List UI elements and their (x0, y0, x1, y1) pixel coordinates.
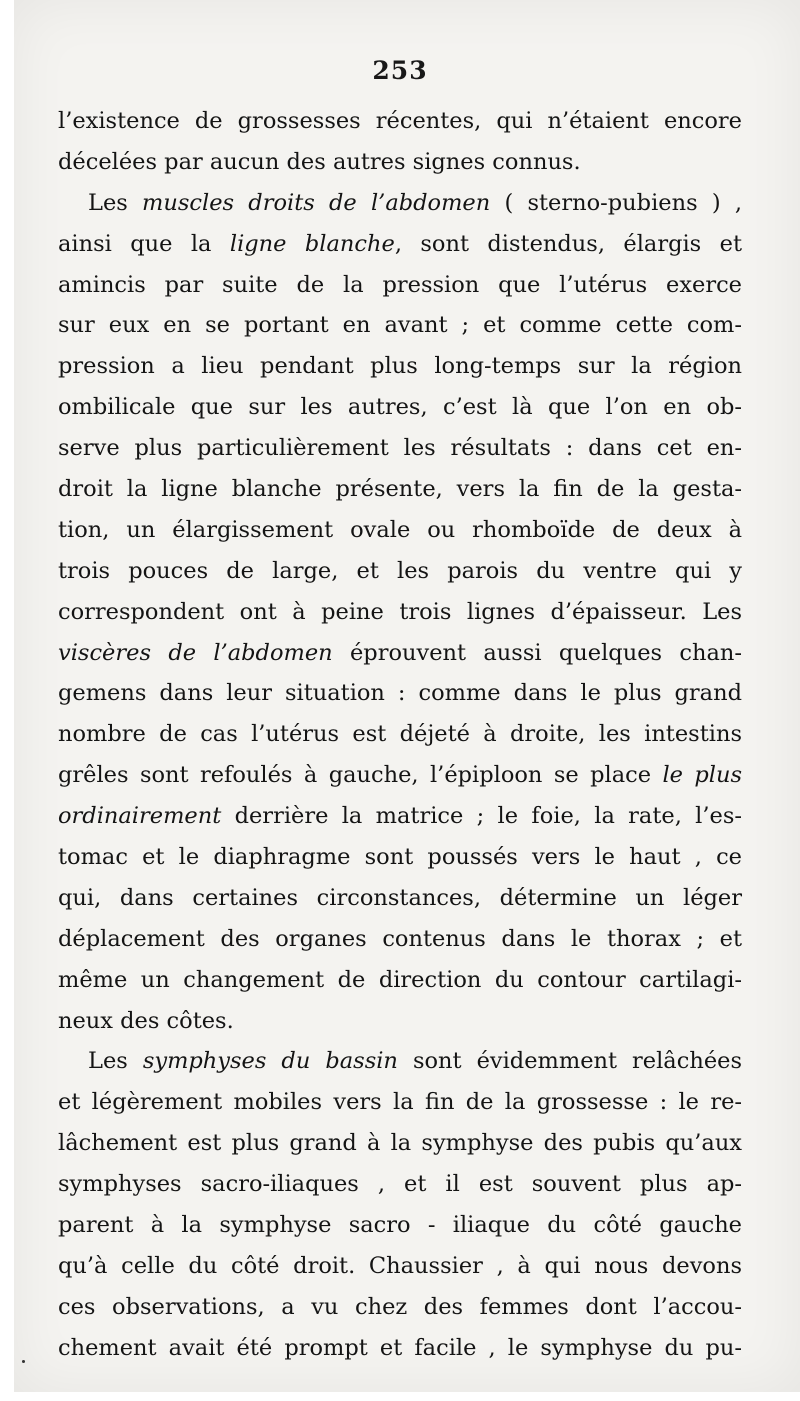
text-run: même un changement de direction du contour cartilagi- (58, 966, 742, 993)
text-run: ces observations, a vu chez des femmes dont l’accou- (58, 1293, 742, 1320)
text-line (58, 1082, 742, 1123)
text-line (58, 1001, 742, 1042)
text-run: ( sterno-pubiens ) , (490, 189, 743, 216)
text-run: derrière la matrice ; le foie, la rate, l’es- (221, 803, 742, 830)
text-run: nombre de cas l’utérus est déjeté à droite, les intestins (58, 721, 742, 748)
text-run: Les (88, 1048, 143, 1075)
page-number: 253 (372, 56, 428, 85)
text-run: amincis par suite de la pression que l’utérus exerce (58, 271, 742, 298)
text-run: droit la ligne blanche présente, vers la fin de la gesta- (58, 476, 742, 503)
text-line (58, 305, 742, 346)
text-run: correspondent ont à peine trois lignes d’épaisseur. Les (58, 598, 742, 625)
text-line (58, 633, 742, 674)
text-line (58, 714, 742, 755)
text-line (58, 265, 742, 306)
text-line (58, 878, 742, 919)
text-run: Les (88, 189, 143, 216)
text-line (58, 510, 742, 551)
text-line (58, 960, 742, 1001)
text-run: ainsi que la (58, 230, 230, 257)
text-line (58, 1287, 742, 1328)
text-run: sur eux en se portant en avant ; et comme cette com- (58, 312, 742, 339)
text-run: sont évidemment relâchées (397, 1048, 742, 1075)
text-run: et légèrement mobiles vers la fin de la grossesse : le re- (58, 1089, 742, 1116)
text-line (58, 796, 742, 837)
text-line (58, 101, 742, 142)
text-line (58, 469, 742, 510)
text-line (58, 919, 742, 960)
text-run: symphyses sacro-iliaques , et il est souvent plus ap- (58, 1171, 742, 1198)
text-run: serve plus particulièrement les résultats : dans cet en- (58, 435, 742, 462)
text-run: l’existence de grossesses récentes, qui n’étaient encore (58, 108, 742, 134)
text-run: déplacement des organes contenus dans le thorax ; et (58, 925, 742, 952)
italic-text: symphyses du bassin (142, 1048, 398, 1075)
text-run: parent à la symphyse sacro - iliaque du côté gauche (58, 1212, 742, 1239)
text-run: décelées par aucun des autres signes connus. (58, 148, 581, 175)
text-line (58, 1041, 742, 1082)
text-line (58, 1164, 742, 1205)
italic-text: muscles droits de l’abdomen (142, 189, 491, 216)
text-run: neux des côtes. (58, 1007, 234, 1034)
text-run: , sont distendus, élargis et (394, 230, 742, 257)
text-line (58, 346, 742, 387)
text-run: qui, dans certaines circonstances, détermine un léger (58, 884, 742, 911)
text-run: gemens dans leur situation : comme dans le plus grand (58, 680, 742, 707)
italic-text: ligne blanche (229, 230, 395, 257)
text-line (58, 673, 742, 714)
text-line (58, 1123, 742, 1164)
italic-text: ordinairement (58, 803, 222, 830)
text-line (58, 183, 742, 224)
body-text (58, 101, 742, 1369)
text-line (58, 1205, 742, 1246)
text-line (58, 1246, 742, 1287)
text-line (58, 592, 742, 633)
ink-speck (22, 1360, 25, 1363)
text-run: trois pouces de large, et les parois du ventre qui y (58, 557, 742, 584)
text-run: tion, un élargissement ovale ou rhomboïde de deux à (58, 516, 742, 543)
italic-text: viscères de l’abdomen (58, 639, 333, 666)
text-run: éprouvent aussi quelques chan- (332, 639, 742, 666)
text-run: ombilicale que sur les autres, c’est là que l’on en ob- (58, 394, 742, 421)
text-line (58, 837, 742, 878)
text-run: grêles sont refoulés à gauche, l’épiploon se place (58, 762, 663, 789)
text-run: qu’à celle du côté droit. Chaussier , à qui nous devons (58, 1252, 742, 1279)
text-line (58, 224, 742, 265)
text-run: lâchement est plus grand à la symphyse des pubis qu’aux (58, 1130, 742, 1157)
text-line (58, 142, 742, 183)
text-run: pression a lieu pendant plus long-temps sur la région (58, 353, 742, 380)
text-line (58, 551, 742, 592)
text-line (58, 1328, 742, 1369)
text-run: tomac et le diaphragme sont poussés vers le haut , ce (58, 844, 742, 871)
text-line (58, 387, 742, 428)
text-line (58, 428, 742, 469)
text-run: chement avait été prompt et facile , le symphyse du pu- (58, 1334, 742, 1361)
italic-text: le plus (662, 762, 742, 789)
text-line (58, 755, 742, 796)
